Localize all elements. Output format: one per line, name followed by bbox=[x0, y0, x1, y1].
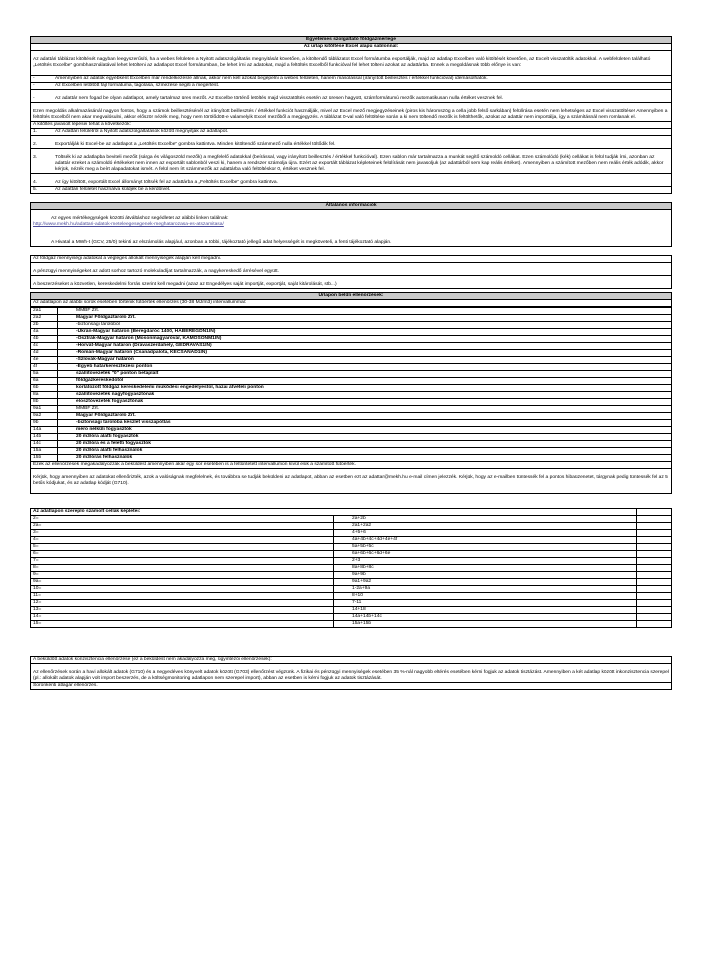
formula-row-label: 8a+8b+8c bbox=[333, 565, 636, 572]
formula-row-code: 7= bbox=[31, 558, 334, 565]
formula-row-label: 4a+4b+4c+4d+4e+4f bbox=[333, 537, 636, 544]
checks-row-code: 15b bbox=[31, 455, 58, 462]
bullet-mark: - bbox=[33, 96, 35, 101]
formula-row bbox=[31, 558, 672, 565]
checks-row-code: 4e bbox=[31, 357, 58, 364]
checks-row-code: 5a bbox=[31, 371, 58, 378]
step-text: Exportálják ki Excel-be az adatlapot a „Letöltés Excelbe” gombra kattintva. Minden kitöltendő számmező nulla értékkel töltődik fel. bbox=[55, 142, 336, 147]
intro-text: Az adattári táblázat kitöltését nagyban leegyszerűsíti, ha a webes felületen a Nyitott adatszolgáltatás megnyitását követően, a kitöltendő táblázatot Excel formátumba exportálják, majd az adatlap Excelben való kitöltését követően, az Excelt visszatöltik adatokkal. A webfelületen található „Letöltés Excelbe” gombhasználatával lehet letölteni az adatlapot Excel formátumban, be lehet írni az adatokat, majd a feltöltés Excelből funkcióval fel lehet tölteni azokat az adattárba. Ennek a megoldásnak több előnye is van: bbox=[33, 57, 651, 68]
checks-header: Űrlapon belüli ellenőrzések: bbox=[30, 292, 672, 300]
formula-empty-cell bbox=[636, 565, 671, 572]
checks-row bbox=[31, 455, 672, 462]
formula-row-code: 2a= bbox=[31, 523, 334, 530]
formula-empty-cell bbox=[636, 621, 671, 628]
checks-row bbox=[31, 357, 672, 364]
formula-row-code: 13= bbox=[31, 607, 334, 614]
formula-empty-cell bbox=[636, 537, 671, 544]
step-text: Az adattári felületet használva küldjék be a kérdőívet. bbox=[55, 187, 171, 192]
checks-row-label: -biztonsági tárolóba készlet visszapótlás bbox=[58, 420, 672, 427]
checks-row-code: 14b bbox=[31, 434, 58, 441]
consistency-header: A beküldött adatok konzisztencia ellenőrzése (ez a beküldést nem akadályozza meg, ügyintézői ellenőrzések): bbox=[30, 656, 672, 664]
formula-row-code: 5= bbox=[31, 544, 334, 551]
formula-header: Az adatlapon szereplő számolt cellák képletei: bbox=[31, 509, 637, 516]
formula-row-code: 12= bbox=[31, 600, 334, 607]
checks-row-code: 14c bbox=[31, 441, 58, 448]
general-header: Általános információk bbox=[30, 202, 672, 210]
checks-row bbox=[31, 378, 672, 385]
advantage-text: Amennyiben az adatok egyébként Excelben már rendelkezésre állnak, akkor nem kell azokat begépelni a webes felületen, hanem másolással (irányított beillesztés / értékkel funkcióval) idemásolhatók. bbox=[55, 76, 488, 81]
checks-row-code: 2a1 bbox=[31, 308, 58, 315]
bullet-mark: - bbox=[33, 76, 35, 81]
formula-row-code: 11= bbox=[31, 593, 334, 600]
checks-row-label: -Osztrák-Magyar határon (Mosonmagyaróvár, KAMOSONM1IN) bbox=[58, 336, 672, 343]
formula-row bbox=[31, 544, 672, 551]
formula-row bbox=[31, 565, 672, 572]
formula-row bbox=[31, 607, 672, 614]
checks-row bbox=[31, 364, 672, 371]
note-purchase: A beszerzéseket a közvetlen, kereskedelmi forrás szerint kell megadni (azaz az Engedélyes saját importját, exportját, saját kitárolását, stb...) bbox=[33, 282, 337, 287]
general-conversion-text: Az egyes mértékegységek közötti átváltáshoz segédletet az alábbi linken találnak: bbox=[51, 216, 229, 221]
checks-row-label: 20 m3/órás felhasználók bbox=[58, 455, 672, 462]
checks-row bbox=[31, 420, 672, 427]
checks-row-label: MMBF Zrt. bbox=[58, 308, 672, 315]
step-number: 4. bbox=[33, 180, 38, 185]
checks-row-label: -Román-Magyar határon (Csanádpalota, KECSANAD1IN) bbox=[58, 350, 672, 357]
checks-row-code: 8b bbox=[31, 399, 58, 406]
checks-row bbox=[31, 371, 672, 378]
formula-empty-cell bbox=[636, 530, 671, 537]
formula-row-code: 9a= bbox=[31, 579, 334, 586]
contact-block bbox=[30, 469, 672, 494]
formula-row bbox=[31, 537, 672, 544]
checks-row-code: 4c bbox=[31, 343, 58, 350]
steps-intro: A kitöltés javasolt lépései tehát a következők: bbox=[30, 122, 672, 129]
formula-empty-cell bbox=[636, 544, 671, 551]
checks-row-label: 20 m3/óra és a feletti fogyasztók bbox=[58, 441, 672, 448]
checks-row-code: 4f bbox=[31, 364, 58, 371]
formula-empty-cell bbox=[636, 593, 671, 600]
checks-row bbox=[31, 434, 672, 441]
sheet-title: Egyetemes szolgáltató földgázmérlege bbox=[30, 36, 672, 44]
sheet-subtitle: Az űrlap kitöltése Excel alapú sablonnal: bbox=[30, 44, 672, 51]
checks-row-label: földgázkereskedőtől bbox=[58, 378, 672, 385]
step-2 bbox=[30, 136, 672, 149]
checks-row bbox=[31, 315, 672, 322]
formula-empty-cell bbox=[636, 579, 671, 586]
formula-row-code: 14= bbox=[31, 614, 334, 621]
formula-row-label: 5a+5b+5c bbox=[333, 544, 636, 551]
step-number: 1. bbox=[33, 129, 38, 134]
checks-row-code: 9a2 bbox=[31, 413, 58, 420]
step-text: Töltsék ki az adatlapba beviteli mezőit (sárga és világoszöld mezők) a megfelelő adatokkal (beírással, vagy irányított beillesztés / értékkel funkcióval). Ezen sablon már tartalmazza a munkát segítő számoldó cellákat. Ezen számolódó (kék) cellákat is felül tudják írni, azonban az adattár ezeket a számoldó értékeket nem innen az exportált sablonból veszi ki, hanem a rendszer számolja újra. Ezért az exportált táblázat képleteinek felülírását nem javasoljuk (az adattárból sem kap reális értéket). Amennyiben a számított mezőben nem reális érték adódik, akkor kérjük, nézék meg a beírt alapadatokat ismét. A felül nem írt számmezők az adattárba való feltöltéskor 0, értéket vesznek fel. bbox=[55, 155, 664, 172]
advantage-2 bbox=[30, 83, 672, 90]
formula-row bbox=[31, 551, 672, 558]
checks-note: Ezek az ellenőrzések megakadályozzák a beküldést amennyiben akár egy sor esetében is a feltüntetett intervallumon kívül esik a számított fűtőérték. bbox=[30, 462, 672, 469]
checks-row-code: 6b bbox=[31, 385, 58, 392]
formula-empty-cell bbox=[636, 607, 671, 614]
checks-row bbox=[31, 343, 672, 350]
formula-row bbox=[31, 579, 672, 586]
step-1 bbox=[30, 129, 672, 136]
formula-empty-cell bbox=[636, 523, 671, 530]
formula-table bbox=[30, 508, 672, 628]
checks-row-code: 2a2 bbox=[31, 315, 58, 322]
checks-row-code: 8a bbox=[31, 392, 58, 399]
step-number: 2. bbox=[33, 142, 38, 147]
formula-row bbox=[31, 614, 672, 621]
checks-row-label: MMBF Zrt. bbox=[58, 406, 672, 413]
formula-row-label: 2a1+2a2 bbox=[333, 523, 636, 530]
formula-row-label: 15a+15b bbox=[333, 621, 636, 628]
checks-row-code: 4b bbox=[31, 336, 58, 343]
step-number: 5. bbox=[33, 187, 38, 192]
formula-row bbox=[31, 523, 672, 530]
formula-row-label: 6a+6b+6c+6d+6e bbox=[333, 551, 636, 558]
formula-header-empty bbox=[636, 509, 671, 516]
formula-row bbox=[31, 516, 672, 523]
formula-empty-cell bbox=[636, 572, 671, 579]
step-text: Az Adattári felületről a Nyitott adatszolgáltatások között megnyitják az adatlapot. bbox=[55, 129, 229, 134]
method-text: Ezen megoldás alkalmazásánál nagyon fontos, hogy a számok beillesztésénél az irányított beillesztés / értékkel funkciót használják, mivel az Excel mező megjegyzéseinek (piros kis háromszög a cella jobb felső sarkában) felülírása esetén nem lehetséges az Excel visszatöltése! Amennyiben a feltöltés Excelből nem akar megvalósulni, akkor először nézék meg, hogy nem törölődött-e valamelyik Excel mezőből a megjegyzés. A táblázat 0-val való feltöltése során a ki nem töltendő mezők is feltölthetők, azokat az adattár nem importálja, így a számításnál nem romlanak el. bbox=[33, 109, 668, 120]
note-money-block bbox=[30, 263, 672, 276]
checks-row bbox=[31, 336, 672, 343]
checks-row bbox=[31, 329, 672, 336]
formula-row bbox=[31, 600, 672, 607]
step-number: 3. bbox=[33, 155, 38, 160]
advantage-1 bbox=[30, 76, 672, 83]
checks-row-label: -Szlovák-Magyar határon bbox=[58, 357, 672, 364]
checks-row-code: 9a1 bbox=[31, 406, 58, 413]
formula-row bbox=[31, 572, 672, 579]
checks-row-label: -Ukrán-Magyar határon (Beregdaróc 1400, HABEREGDN1IN) bbox=[58, 329, 672, 336]
formula-empty-cell bbox=[636, 551, 671, 558]
formula-row-label: 4+5+6 bbox=[333, 530, 636, 537]
consistency-last: Soronkénti átlagár ellenőrzés. bbox=[30, 683, 672, 690]
formula-row-code: 9= bbox=[31, 572, 334, 579]
general-mwh-text: A Hivatal a MWh-t (GCV, 25/0) tekinti az elszámolás alapjául, azonban a többi, tájékoztató jellegű adat helyességét is megköveteli, a fenti tájékoztató alapján. bbox=[51, 240, 392, 245]
checks-row bbox=[31, 350, 672, 357]
checks-row bbox=[31, 427, 672, 434]
instruction-sheet bbox=[30, 36, 672, 690]
checks-row-label: -biztonsági tárolóból bbox=[58, 322, 672, 329]
checks-table bbox=[30, 307, 672, 462]
formula-empty-cell bbox=[636, 516, 671, 523]
bullet-mark: - bbox=[33, 83, 35, 88]
consistency-block bbox=[30, 664, 672, 683]
formula-row-label: 9a1+9a2 bbox=[333, 579, 636, 586]
intro-block bbox=[30, 51, 672, 76]
checks-row bbox=[31, 385, 672, 392]
checks-row-label: Magyar Földgáztároló Zrt. bbox=[58, 315, 672, 322]
method-block bbox=[30, 103, 672, 122]
checks-row-code: 6a bbox=[31, 378, 58, 385]
checks-row bbox=[31, 441, 672, 448]
formula-row-code: 3= bbox=[31, 530, 334, 537]
checks-row bbox=[31, 399, 672, 406]
advantage-text: Az adattár nem fogad be olyan adatlapot, amely tartalmaz üres mezőt. Az Excelbe történő letöltés majd visszatöltés esetén az üresen hagyott, számformátumú mezők automatikusan nulla értéket vesznek fel. bbox=[55, 96, 503, 101]
advantage-text: Az Excelben letöltött fájl formátuma, tagolása, színezése segíti a megértést. bbox=[55, 83, 220, 88]
step-3 bbox=[30, 149, 672, 174]
formula-row bbox=[31, 593, 672, 600]
conversion-link[interactable]: http://www.mekh.hu/adattari-adatok-meteleegesegenek-meghatarozasa-es-atszamitasa/ bbox=[33, 222, 224, 227]
checks-row bbox=[31, 308, 672, 315]
checks-row-label: -Horvát-Magyar határon (Drávaszerdahely, GEDRAVAS1IN) bbox=[58, 343, 672, 350]
formula-row-label: 9a+9b bbox=[333, 572, 636, 579]
note-money: A pénzügyi mennyiségeket az adott sorhoz tartozó molekuladíjat tartalmazzák, a nagykereskedő árrésével együtt. bbox=[33, 269, 280, 274]
step-4 bbox=[30, 174, 672, 187]
formula-row-label: 7-11 bbox=[333, 600, 636, 607]
consistency-text: Az ellenőrzések során a havi allokált adatok (G710) és a negyedéves könyvelt adatok között (G703) ellenőrzést végzünk. A fizikai és pénzügyi mennyiségek esetében 35 %-nál nagyobb eltérés esetében kérni fogjuk az adatok tisztázást. Amennyiben a két adatlap között inkonzisztencia szerepel (pl.: allokált adatok alapján volt import beszerzés, de a költségmonitoring adatlapon nem szerepel import), abban az esetben is kérni fogjuk az adatok tisztázását. bbox=[33, 670, 669, 681]
checks-row-code: 15a bbox=[31, 448, 58, 455]
checks-row-label: szállítóvezeték "0" ponton betáplált bbox=[58, 371, 672, 378]
formula-row-code: 15= bbox=[31, 621, 334, 628]
formula-row-code: 10= bbox=[31, 586, 334, 593]
formula-section bbox=[30, 508, 672, 628]
checks-row-label: 20 m3/óra alatti felhasználók bbox=[58, 448, 672, 455]
formula-row-code: 4= bbox=[31, 537, 334, 544]
checks-row-label: korlátozott földgáz kereskedelemi működési engedélyestől, hazai átvételi ponton bbox=[58, 385, 672, 392]
checks-row bbox=[31, 406, 672, 413]
formula-row-label: 1-2a+9a bbox=[333, 586, 636, 593]
checks-row-code: 14a bbox=[31, 427, 58, 434]
formula-row-label: 8+10 bbox=[333, 593, 636, 600]
note-purchase-block bbox=[30, 276, 672, 289]
checks-row-label: -Egyéb határkeresztezési ponton bbox=[58, 364, 672, 371]
checks-row-label: mérő nélküli fogyasztók bbox=[58, 427, 672, 434]
step-5 bbox=[30, 187, 672, 194]
formula-empty-cell bbox=[636, 586, 671, 593]
note-quantity: Az földgáz mennyiségi adatokat a végleges allokált mennyiségek alapján kell megadni. bbox=[30, 255, 672, 263]
formula-empty-cell bbox=[636, 600, 671, 607]
formula-row-code: 2= bbox=[31, 516, 334, 523]
formula-row-label: 14a+14b+14c bbox=[333, 614, 636, 621]
checks-row-code: 2b bbox=[31, 322, 58, 329]
formula-row-code: 8= bbox=[31, 565, 334, 572]
checks-row bbox=[31, 413, 672, 420]
checks-row-label: 20 m3/óra alatti fogyasztók bbox=[58, 434, 672, 441]
checks-row-code: 4d bbox=[31, 350, 58, 357]
checks-row-code: 9b bbox=[31, 420, 58, 427]
contact-note: Kérjük, hogy amennyiben az adatokat ellenőrizték, azok a valóságnak megfelelnek, és továbbra se tudják beküldeni az adatlapot, abban az esetben ezt az adattar@mekh.hu e-mail címen jelezzék. Kérjük, hogy az e-mailben tüntessék fel a pontos hibaüzenetet, tárgynak pedig tüntessék fel az 5 betűs kódjukat, és az adatlap kódját (G710). bbox=[33, 475, 668, 486]
formula-empty-cell bbox=[636, 558, 671, 565]
checks-row-label: szállítóvezeték nagyfogyasztónak bbox=[58, 392, 672, 399]
checks-intro: Az adatlapon az alábbi sorok esetében történik fűtőérték ellenőrzés (30-38 MJ/m3) intervallummal: bbox=[30, 300, 672, 307]
advantage-3 bbox=[30, 90, 672, 103]
checks-row-label: elosztóvezeték fogyasztónak bbox=[58, 399, 672, 406]
formula-empty-cell bbox=[636, 614, 671, 621]
formula-row-label: 2+3 bbox=[333, 558, 636, 565]
checks-row-code: 4a bbox=[31, 329, 58, 336]
formula-row bbox=[31, 530, 672, 537]
formula-row-code: 6= bbox=[31, 551, 334, 558]
general-block bbox=[30, 210, 672, 247]
checks-row-label: Magyar Földgáztároló Zrt. bbox=[58, 413, 672, 420]
checks-row bbox=[31, 448, 672, 455]
formula-row-label: 2a+2b bbox=[333, 516, 636, 523]
checks-row bbox=[31, 322, 672, 329]
step-text: Az így kitöltött, exportált Excel állományt töltsék fel az adattárba a „Feltöltés Excelbe” gombra kattintva. bbox=[55, 180, 278, 185]
checks-row bbox=[31, 392, 672, 399]
formula-row-label: 14+18 bbox=[333, 607, 636, 614]
formula-row bbox=[31, 621, 672, 628]
formula-row bbox=[31, 586, 672, 593]
